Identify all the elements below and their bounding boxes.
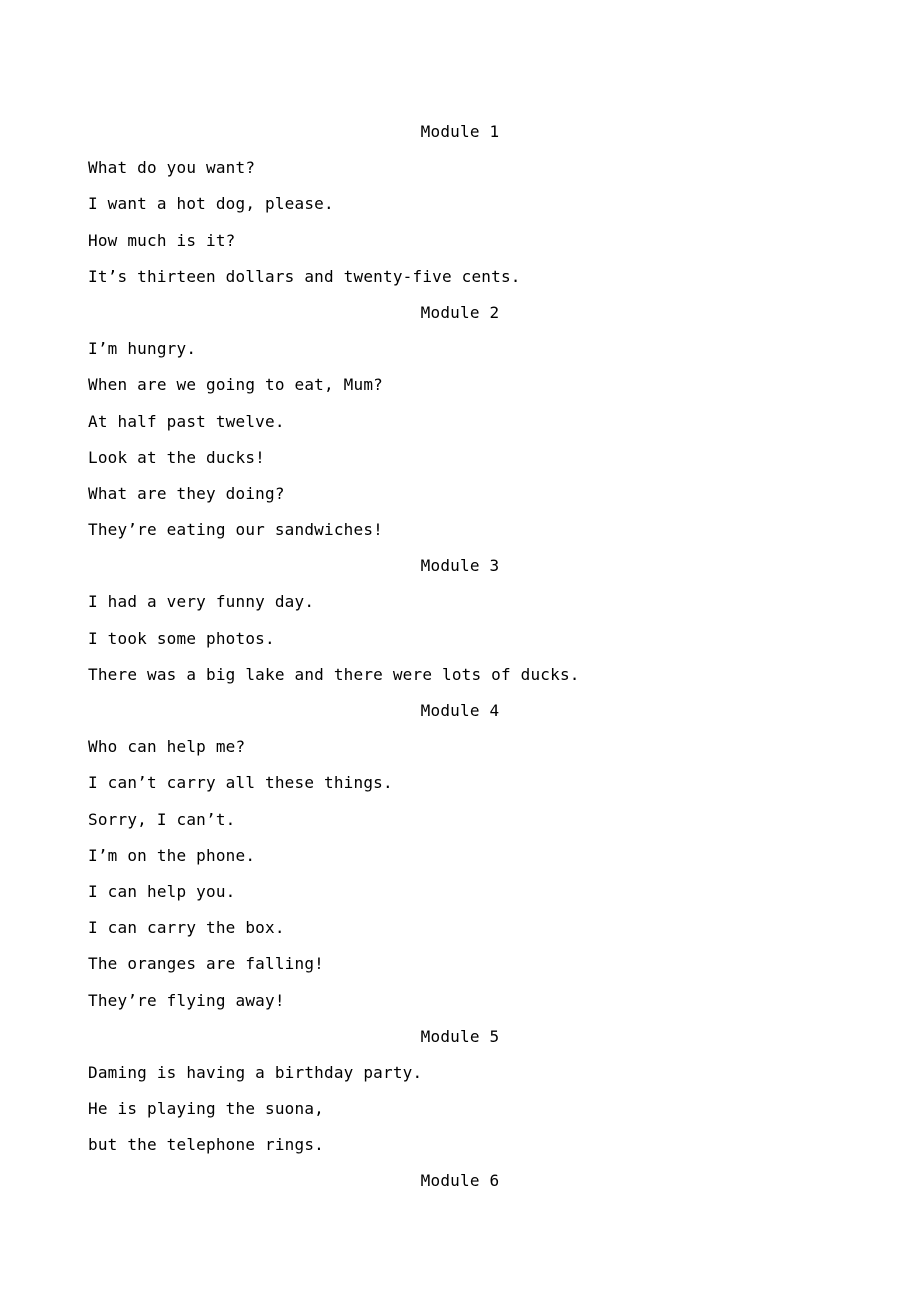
text-line: Daming is having a birthday party. [88, 1062, 423, 1082]
document-content [88, 120, 832, 1206]
module-heading: Module 2 [420, 302, 500, 322]
module-heading: Module 3 [420, 556, 500, 576]
text-line: It’s thirteen dollars and twenty-five cents. [88, 266, 521, 286]
text-line: I want a hot dog, please. [88, 194, 334, 214]
text-line: I’m hungry. [88, 339, 197, 359]
module-heading: Module 5 [420, 1026, 500, 1046]
text-line: I can help you. [88, 881, 236, 901]
text-line: He is playing the suona, [88, 1099, 324, 1119]
text-line: What are they doing? [88, 483, 285, 503]
module-heading: Module 6 [420, 1171, 500, 1191]
text-line: but the telephone rings. [88, 1135, 324, 1155]
text-line: Sorry, I can’t. [88, 809, 236, 829]
text-line: Look at the ducks! [88, 447, 265, 467]
text-line: There was a big lake and there were lots of ducks. [88, 664, 580, 684]
text-line: I’m on the phone. [88, 845, 256, 865]
text-line: They’re eating our sandwiches! [88, 520, 383, 540]
text-line: How much is it? [88, 230, 236, 250]
text-line: Who can help me? [88, 737, 246, 757]
text-line: I can carry the box. [88, 918, 285, 938]
text-line: What do you want? [88, 158, 256, 178]
text-line: When are we going to eat, Mum? [88, 375, 383, 395]
text-line: At half past twelve. [88, 411, 285, 431]
text-line: They’re flying away! [88, 990, 285, 1010]
text-line: The oranges are falling! [88, 954, 324, 974]
module-heading: Module 1 [420, 122, 500, 141]
module-heading: Module 4 [420, 701, 500, 720]
text-line: I can’t carry all these things. [88, 773, 393, 793]
text-line: I had a very funny day. [88, 592, 315, 612]
text-line: I took some photos. [88, 628, 275, 648]
